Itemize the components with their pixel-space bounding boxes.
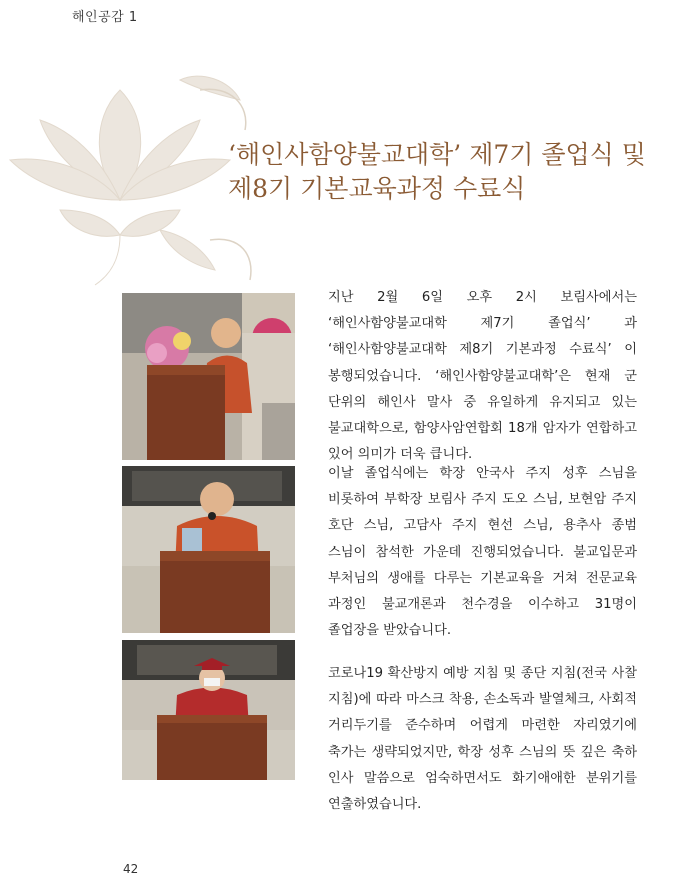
page-number: 42 (123, 862, 139, 876)
photo-ceremony-speaker-3 (122, 640, 295, 780)
article-paragraph-3: 코로나19 확산방지 예방 지침 및 종단 지침(전국 사찰 지침)에 따라 마스크 착용, 손소독과 발열체크, 사회적 거리두기를 준수하며 어렵게 마련한 자리였기에 축가는 생략되었지만, 학장 성후 스님의 뜻 깊은 축하 인사 말씀으로 엄숙하면서도 화기애애한 분위기를 연출하였습니다. (328, 666, 637, 813)
photo-ceremony-speaker-1 (122, 293, 295, 460)
title-line-2: 제8기 기본교육과정 수료식 (228, 174, 526, 203)
title-line-1: ‘해인사함양불교대학’ 제7기 졸업식 및 (228, 140, 646, 169)
article-paragraph-2: 이날 졸업식에는 학장 안국사 주지 성후 스님을 비롯하여 부학장 보림사 주지 도오 스님, 보현암 주지 호단 스님, 고담사 주지 현선 스님, 용추사 종범 스님이 참석한 가운데 진행되었습니다. 불교입문과 부처님의 생애를 다루는 기본교육을 거쳐 전문교육 과정인 불교개론과 천수경을 이수하고 31명이 졸업장을 받았습니다. (328, 466, 637, 639)
section-label: 해인공감 1 (72, 10, 138, 25)
article-title (228, 138, 646, 206)
article-paragraph-1: 지난 2월 6일 오후 2시 보림사에서는 ‘해인사함양불교대학 제7기 졸업식’ 과 ‘해인사함양불교대학 제8기 기본과정 수료식’ 이 봉행되었습니다. ‘해인사함양불교대학’은 현재 군 단위의 해인사 말사 중 유일하게 유지되고 있는 불교대학으로, 함양사암연합회 18개 암자가 연합하고 있어 의미가 더욱 큽니다. (328, 290, 637, 463)
photo-ceremony-speaker-2 (122, 466, 295, 633)
